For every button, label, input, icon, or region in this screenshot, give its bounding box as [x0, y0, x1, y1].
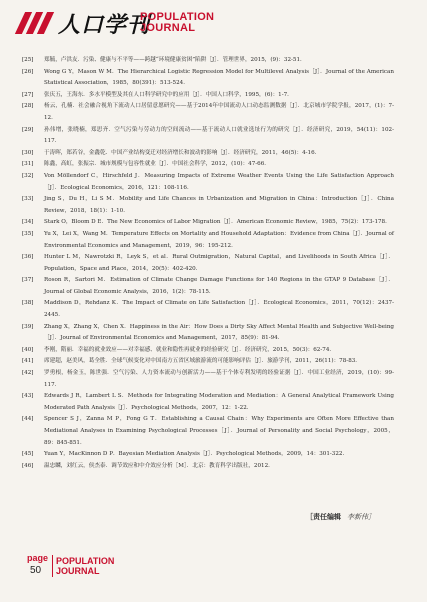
journal-logo-english [140, 12, 214, 34]
reference-number: [29] [22, 126, 34, 133]
reference-text: Yu X，Lei X，Wang M．Temperature Effects on Mortality and Household Adaptation：Evidence from China［J］．Journal of Environmental Economics and Management，2019，96：195-212． [44, 230, 394, 249]
reference-item [22, 101, 394, 124]
reference-item [22, 217, 394, 229]
reference-number: [41] [22, 358, 34, 365]
reference-text: Hunter L M，Nawrotzki R，Leyk S，et al．Rural Outmigration，Natural Capital，and Livelihoods in South Africa［J］．Population，Space and Place，2014，20(5)：402-420． [44, 254, 394, 272]
page-word: page [27, 553, 49, 563]
footer-journal-name [56, 556, 114, 576]
responsible-editor [306, 512, 375, 522]
reference-number: [35] [22, 230, 34, 237]
logo-en-line2: JOURNAL [140, 22, 196, 34]
logo-en-line1: POPULATION [140, 11, 215, 23]
reference-text: Von Möllendorf C，Hirschfeld J．Measuring Impacts of Extreme Weather Events Using the Life Satisfaction Approach［J］．Ecological Economics，2016，121：108-116． [44, 172, 394, 191]
reference-item [22, 171, 394, 194]
editor-name: 李新伟］ [347, 513, 375, 521]
reference-number: [46] [22, 462, 34, 469]
reference-text: Edwards J R，Lambert L S．Methods for Integrating Moderation and Mediation：A General Analytical Framework Using Moderated Path Analysis［J］．Psychological Methods，2007，12：1-22． [44, 393, 394, 411]
journal-header [0, 0, 427, 40]
reference-text: Stark O，Bloom D E．The New Economics of Labor Migration［J］．American Economic Review，1985，75(2)：173-178． [44, 219, 391, 226]
reference-text: Spencer S J，Zanna M P，Fong G T．Establishing a Causal Chain：Why Experiments are Often More Effective than Mediational Analyses in Examining Psychological Processes［J］．Journal of Personality and Social Psychology，2005，89：845-851． [44, 416, 394, 446]
reference-item [22, 414, 394, 449]
reference-number: [40] [22, 346, 34, 353]
reference-number: [39] [22, 323, 34, 330]
reference-text: Jing S，Du H，Li S M．Mobility and Life Chances in Urbanization and Migration in China：Introduction［J］．China Review，2018，18(1)：1-10． [44, 196, 394, 214]
reference-number: [28] [22, 103, 34, 110]
journal-logo-chinese: 人口学刊 [58, 12, 151, 38]
reference-text: Roson R，Sartori M．Estimation of Climate Change Damage Functions for 140 Regions in the GTAP 9 Database［J］．Journal of Global Economic Analysis，2016，1(2)：78-115． [44, 277, 394, 295]
reference-number: [34] [22, 219, 34, 226]
reference-text: 杨云，孔楠．社会融合视角下流动人口居留意愿研究——基于2014年中国流动人口动态监测数据［J］．北京城市学院学报，2017，(1)：7-12． [44, 103, 394, 121]
reference-item [22, 67, 394, 90]
page-number: 50 [30, 565, 42, 576]
reference-text: 孙伟增，张晓楠，郑思齐．空气污染与劳动力的空间流动——基于流动人口就业选址行为的研究［J］．经济研究，2019，54(11)：102-117． [44, 126, 394, 145]
reference-number: [25] [22, 57, 34, 63]
reference-number: [33] [22, 196, 34, 203]
reference-text: 陈鑫，高虹，张振宗．城市规模与包容性就业［J］．中国社会科学，2012，(10)：47-66． [44, 161, 270, 168]
footer-journal-line1: POPULATION [56, 556, 115, 566]
reference-item [22, 368, 394, 391]
reference-text: Yuan Y，MacKinnon D P．Bayesian Mediation Analysis［J］．Psychological Methods，2009，14：301-322． [44, 451, 349, 458]
reference-item [22, 90, 394, 102]
reference-item [22, 449, 394, 461]
reference-text: 温忠麟，刘红云，侯杰泰．调节效应和中介效应分析［M］．北京：教育科学出版社，2012． [44, 462, 274, 469]
reference-number: [38] [22, 300, 34, 307]
reference-number: [42] [22, 370, 34, 377]
reference-number: [37] [22, 277, 34, 284]
footer-divider [52, 555, 53, 577]
reference-item [22, 125, 394, 148]
reference-item [22, 356, 394, 368]
editor-label: ［责任编辑 [306, 513, 341, 521]
footer-journal-line2: JOURNAL [56, 566, 100, 576]
reference-text: Wong G Y，Mason W M．The Hierarchical Logistic Regression Model for Multilevel Analysis［J］．Journal of the American Statistical Association，1985，80(391)：513-524． [44, 68, 394, 87]
reference-item [22, 252, 394, 275]
reference-text: Zhang X，Zhang X，Chen X．Happiness in the Air：How Does a Dirty Sky Affect Mental Health and Subjective Well-being［J］．Journal of Environmental Economics and Management，2017，85(9)：81-94． [44, 323, 394, 342]
reference-item [22, 298, 394, 321]
reference-item [22, 229, 394, 252]
page-footer [22, 553, 222, 589]
reference-text: 李刚，隋丽．幸福的就业效应——对幸福感、就业和隐性再就业的经验研究［J］．经济研究，2015，50(3)：62-74． [44, 346, 335, 353]
reference-item [22, 391, 394, 414]
reference-item [22, 275, 394, 298]
reference-text: 郑毓，卢洪友．污染、健康与不平等——跨越“环境健康贫困”陷阱［J］．管理世界，2015，(9)：32-51． [44, 57, 306, 63]
reference-text: 罗勇根，杨金玉，陈世强．空气污染、人力资本流动与创新活力——基于个体专利发明的经验证据［J］．中国工业经济，2019，(10)：99-117． [44, 370, 394, 388]
reference-number: [31] [22, 161, 34, 168]
reference-item [22, 461, 394, 473]
reference-item [22, 322, 394, 345]
reference-item [22, 159, 394, 171]
reference-number: [26] [22, 68, 34, 75]
reference-text: 于涛晖，郑若谷，金鑫乾．中国产业结构变迁对经济增长和波动的影响［J］．经济研究，2011，46(5)：4-16． [44, 149, 321, 156]
reference-item [22, 194, 394, 217]
reference-number: [30] [22, 149, 34, 156]
reference-text: Maddison D，Rehdanz K．The Impact of Climate on Life Satisfaction［J］．Ecological Economics，2011，70(12)：2437-2445． [44, 300, 394, 319]
reference-number: [44] [22, 416, 34, 423]
reference-number: [45] [22, 451, 34, 458]
reference-number: [27] [22, 91, 34, 98]
reference-item [22, 345, 394, 357]
reference-text: 席建超，赵美风，葛全胜．全球气候变化对中国南方五省区域旅游流的可能影响评估［J］．旅游学刊，2011，26(11)：78-83． [44, 358, 361, 365]
reference-number: [36] [22, 254, 34, 261]
reference-list [22, 55, 394, 472]
reference-item [22, 55, 394, 67]
reference-item [22, 148, 394, 160]
reference-number: [32] [22, 172, 34, 179]
reference-number: [43] [22, 393, 34, 400]
logo-slash-marks [20, 12, 52, 34]
reference-text: 张庆五，王海东．多水平模型及其在人口科学研究中的应用［J］．中国人口科学，1995，(6)：1-7． [44, 91, 293, 98]
